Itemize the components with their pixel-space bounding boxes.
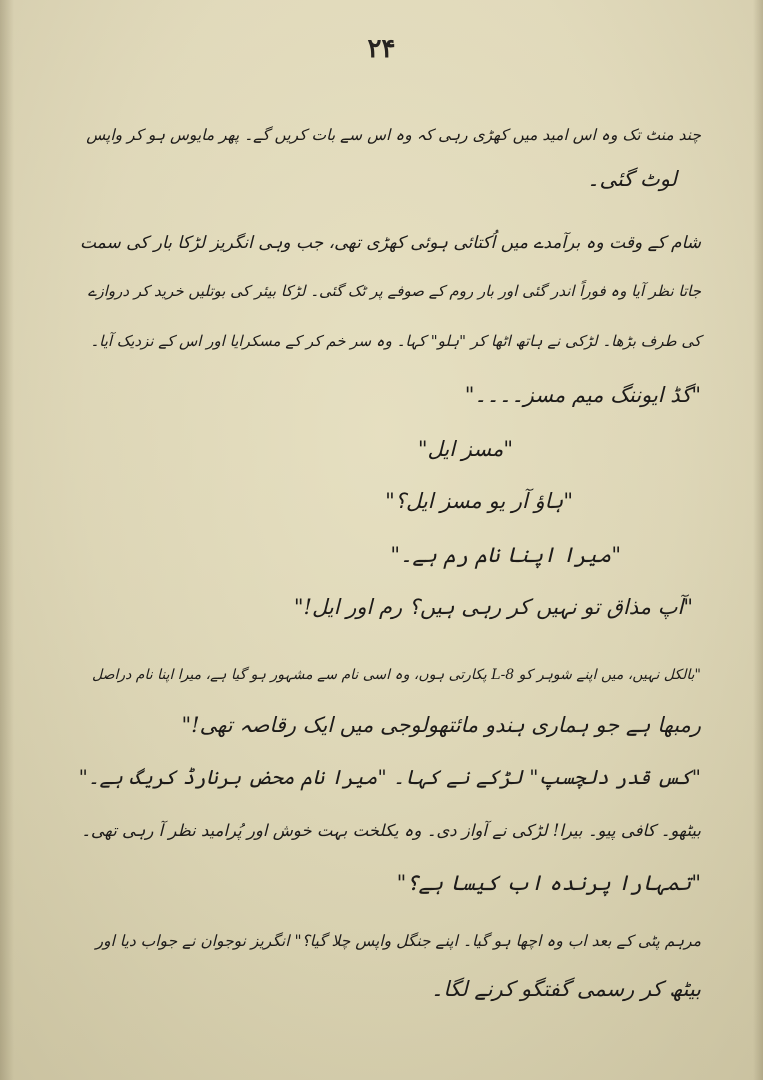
text-line: بیٹھ کر رسمی گفتگو کرنے لگا۔ [431,977,701,1001]
text-line: مرہم پٹی کے بعد اب وہ اچھا ہو گیا۔ اپنے جنگل واپس چلا گیا؟" انگریز نوجوان نے جواب دیا اور [95,932,701,950]
page-edge-shadow-right [753,0,763,1080]
text-line: "مسز ایل" [417,437,513,461]
text-line: "ہاؤ آر یو مسز ایل؟" [385,489,573,513]
text-line: رمبھا ہے جو ہماری ہندو مائتھولوجی میں ایک رقاصہ تھی!" [181,713,701,737]
text-line: "کس قدر دلچسپ" لڑکے نے کہا۔ "میرا نام محض برنارڈ کریگ ہے۔" [78,765,701,789]
text-line: "بالکل نہیں، میں اپنے شوہر کو L-8 پکارتی ہوں، وہ اسی نام سے مشہور ہو گیا ہے، میرا اپنا نام دراصل [91,667,701,683]
text-line: "آپ مذاق تو نہیں کر رہی ہیں؟ رم اور ایل!" [293,595,693,619]
text-line: "تمہارا پرندہ اب کیسا ہے؟" [396,871,701,895]
text-line: چند منٹ تک وہ اس امید میں کھڑی رہی کہ وہ اس سے بات کریں گے۔ پھر مایوس ہو کر واپس [86,126,701,144]
page-number: ۲۴ [367,34,396,64]
text-line: جاتا نظر آیا وہ فوراً اندر گئی اور بار روم کے صوفے پر ٹک گئی۔ لڑکا بیئر کی بوتلیں خرید کر دروازے [87,282,701,300]
page-edge-shadow-left [0,0,14,1080]
text-line: "میرا اپنا نام رم ہے۔" [390,543,621,567]
text-line: شام کے وقت وہ برآمدے میں اُکتائی ہوئی کھڑی تھی، جب وہی انگریز لڑکا بار کی سمت [79,233,701,253]
text-line: لوٹ گئی۔ [587,167,677,191]
text-line: کی طرف بڑھا۔ لڑکی نے ہاتھ اٹھا کر "ہلو" کہا۔ وہ سر خم کر کے مسکرایا اور اس کے نزدیک آیا۔ [90,332,701,350]
text-line: بیٹھو۔ کافی پیو۔ بیرا! لڑکی نے آواز دی۔ وہ یکلخت بہت خوش اور پُرامید نظر آ رہی تھی۔ [81,821,701,840]
text-line: "گڈ ایوننگ میم مسز۔۔۔۔" [464,383,701,407]
